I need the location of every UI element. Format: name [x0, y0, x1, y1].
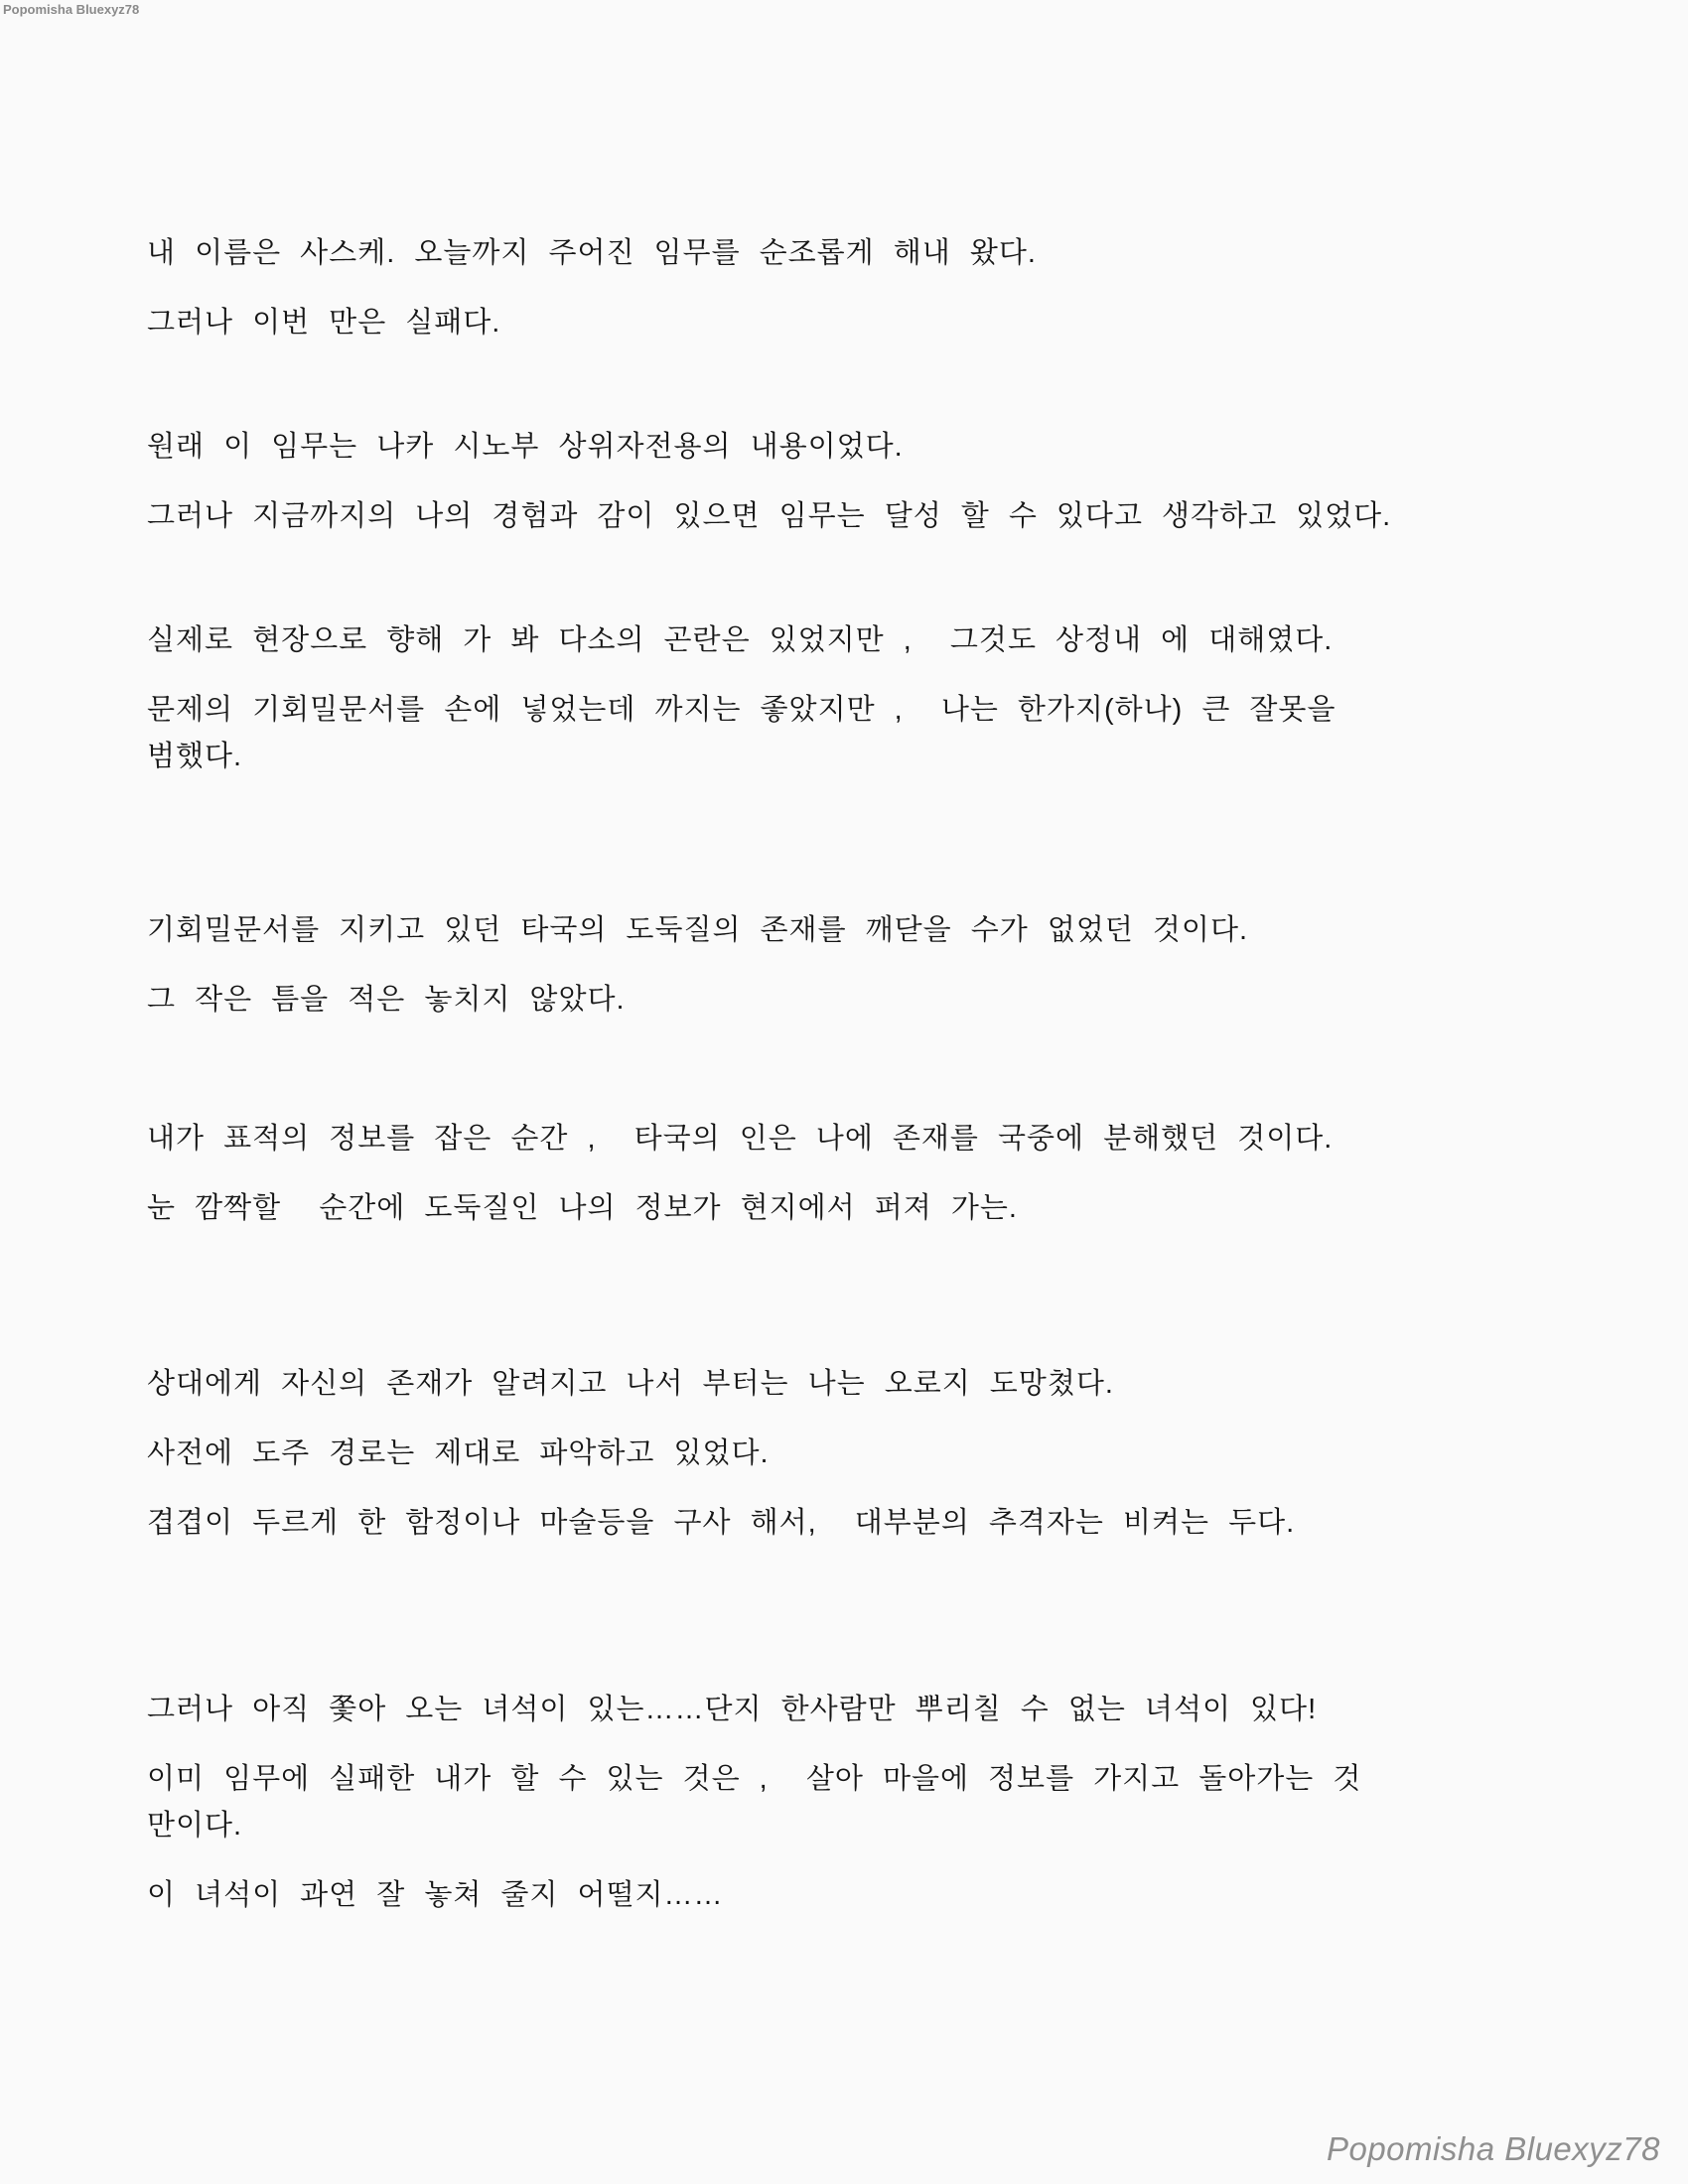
paragraph-line-16: 이 녀석이 과연 잘 놓쳐 줄지 어떨지…… — [147, 1879, 724, 1911]
paragraph-line-8: 그 작은 틈을 적은 놓치지 않았다. — [147, 984, 626, 1016]
paragraph-line-11: 상대에게 자신의 존재가 알려지고 나서 부터는 나는 오로지 도망쳤다. — [147, 1368, 1114, 1400]
paragraph-line-12: 사전에 도주 경로는 제대로 파악하고 있었다. — [147, 1437, 770, 1469]
paragraph-line-10: 눈 깜짝할 순간에 도둑질인 나의 정보가 현지에서 퍼져 가는. — [147, 1192, 1018, 1224]
paragraph-line-13: 겹겹이 두르게 한 함정이나 마술등을 구사 해서, 대부분의 추격자는 비켜는 두다. — [147, 1507, 1296, 1539]
paragraph-line-7: 기회밀문서를 지키고 있던 타국의 도둑질의 존재를 깨닫을 수가 없었던 것이다. — [147, 914, 1249, 946]
paragraph-line-9: 내가 표적의 정보를 잡은 순간 , 타국의 인은 나에 존재를 국중에 분해했던 것이다. — [147, 1123, 1334, 1155]
paragraph-line-1: 내 이름은 사스케. 오늘까지 주어진 임무를 순조롭게 해내 왔다. — [147, 237, 1037, 269]
paragraph-line-14: 그러나 아직 쫓아 오는 녀석이 있는……단지 한사람만 뿌리칠 수 없는 녀석이 있다! — [147, 1694, 1318, 1725]
paragraph-line-15: 이미 임무에 실패한 내가 할 수 있는 것은 , 살아 마을에 정보를 가지고 돌아가는 것 — [147, 1763, 1362, 1795]
paragraph-line-6-continued: 범했다. — [147, 741, 243, 772]
paragraph-line-4: 그러나 지금까지의 나의 경험과 감이 있으면 임무는 달성 할 수 있다고 생각하고 있었다. — [147, 500, 1392, 532]
paragraph-line-2: 그러나 이번 만은 실패다. — [147, 307, 501, 339]
watermark-bottom-right: Popomisha Bluexyz78 — [1326, 2130, 1660, 2167]
paragraph-line-6: 문제의 기회밀문서를 손에 넣었는데 까지는 좋았지만 , 나는 한가지(하나) 큰 잘못을 — [147, 694, 1336, 726]
watermark-top-left: Popomisha Bluexyz78 — [3, 2, 140, 17]
paragraph-line-15-continued: 만이다. — [147, 1810, 243, 1842]
paragraph-line-5: 실제로 현장으로 향해 가 봐 다소의 곤란은 있었지만 , 그것도 상정내 에 대해였다. — [147, 624, 1334, 656]
paragraph-line-3: 원래 이 임무는 나카 시노부 상위자전용의 내용이었다. — [147, 431, 904, 463]
